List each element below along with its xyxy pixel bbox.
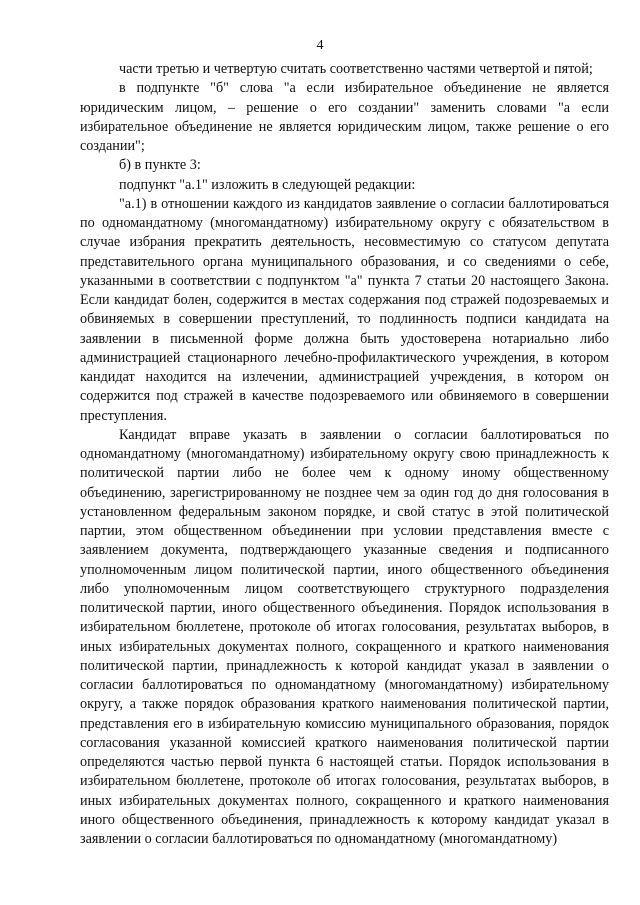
paragraph-subpoint-a1-intro: подпункт "а.1" изложить в следующей редакции: — [119, 176, 416, 193]
paragraph-subpoint-a1-text: "а.1) в отношении каждого из кандидатов заявление о согласии баллотироваться по одномандатному (многомандатному) избирательному округу с обязательством в случае избрания прекратить деятельность, несовместимую со статусом депутата представительного органа муниципального образования, и со сведениями о себе, указанными в соответствии с подпунктом "а" пункта 7 статьи 20 настоящего Закона. Если кандидат болен, содержится в местах содержания под стражей подозреваемых и обвиняемых в совершении преступлений, то подлинность подписи кандидата на заявлении в письменной форме должна быть удостоверена нотариально либо администрацией стационарного лечебно-профилактического учреждения, в котором кандидат находится на излечении, администрацией учреждения, в котором он содержится под стражей в качестве подозреваемого или обвиняемого в совершении преступления. — [80, 195, 609, 424]
document-body — [80, 60, 609, 849]
page-number: 4 — [316, 38, 324, 53]
paragraph-renumber-parts: части третью и четвертую считать соответственно частями четвертой и пятой; — [119, 61, 593, 77]
paragraph-point-3-heading: б) в пункте 3: — [119, 157, 201, 174]
paragraph-subpoint-b-amendment: в подпункте "б" слова "а если избирательное объединение не является юридическим лицом, – решение о его создании" заменить словами "а если избирательное объединение не является юридическим лицом, также решение о его создании"; — [80, 80, 609, 154]
paragraph-candidate-affiliation: Кандидат вправе указать в заявлении о согласии баллотироваться по одномандатному (многомандатному) избирательному округу свою принадлежность к политической партии либо не более чем к одному иному общественному объединению, зарегистрированному не позднее чем за один год до дня голосования в установленном федеральным законом порядке, и свой статус в этой политической партии, этом общественном объединении при условии представления вместе с заявлением документа, подтверждающего указанные сведения и подписанного уполномоченным лицом политической партии, иного общественного объединения либо уполномоченным лицом соответствующего структурного подразделения политической партии, иного общественного объединения. Порядок использования в избирательном бюллетене, протоколе об итогах голосования, результатах выборов, в иных избирательных документах полного, сокращенного и краткого наименования политической партии, принадлежность к которой кандидат указал в заявлении о согласии баллотироваться по одномандатному (многомандатному) избирательному округу, а также порядок образования краткого наименования политической партии, представления его в избирательную комиссию муниципального образования, порядок согласования указанной комиссией краткого наименования политической партии определяются частью первой пункта 6 настоящей статьи. Порядок использования в избирательном бюллетене, протоколе об итогах голосования, результатах выборов, в иных избирательных документах полного, сокращенного и краткого наименования иного общественного объединения, принадлежность к которому кандидат указал в заявлении о согласии баллотироваться по одномандатному (многомандатному) — [80, 426, 609, 847]
